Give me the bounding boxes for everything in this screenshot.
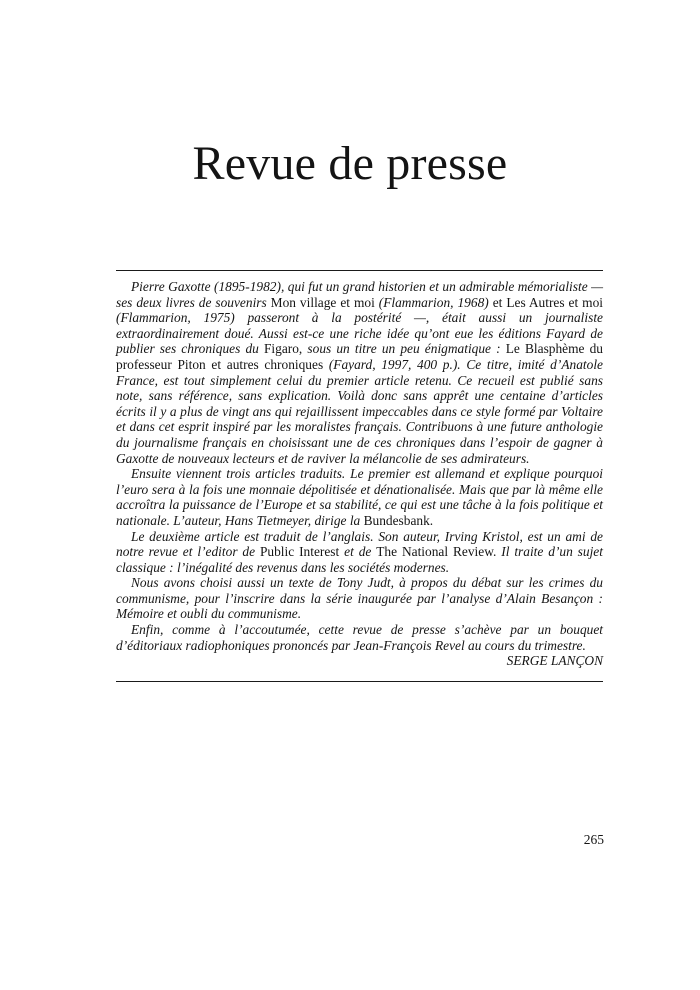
text-run: (Flammarion, 1975) passeront à la postérité —, était aussi un journaliste extraordinairement doué. Aussi est-ce une riche idée qu’ont eue les éditions Fayard de publier ses chroniques du [116, 310, 603, 357]
text-run: Nous avons choisi aussi un texte de Tony Judt, à propos du débat sur les crimes du communisme, pour l’inscrire dans la série inaugurée par l’analyse d’Alain Besançon : Mémoire et oubli du communisme. [116, 575, 603, 622]
text-run: Les Autres et moi [502, 294, 603, 310]
text-run: et de [339, 544, 377, 560]
text-run: (Fayard, 1997, 400 p.). Ce titre, imité d’Anatole France, est tout simplement celui du premier article retenu. Ce recueil est publié sans note, sans référence, sans explication. Voilà donc sans apprêt une centaine d’articles écrits il y a plus de vingt ans qui rejaillissent impeccables dans ce style formé par Voltaire et dans cet esprit inspiré par les moralistes français. Contribuons à une future anthologie du journalisme français en choisissant une de ces chroniques dans l’espoir de gagner à Gaxotte de nouveaux lecteurs et de raviver la mélancolie de ses admirateurs. [116, 356, 603, 466]
page-title: Revue de presse [192, 137, 508, 190]
text-run: Enfin, comme à l’accoutumée, cette revue de presse s’achève par un bouquet d’éditoriaux radiophoniques prononcés par Jean-François Revel au cours du trimestre. [116, 622, 603, 653]
text-run: Mon village et moi [270, 294, 375, 310]
text-run: Il traite d’un sujet classique : l’inégalité des revenus dans les sociétés modernes. [116, 544, 603, 575]
intro-paragraph-euro [116, 466, 603, 528]
intro-box [116, 270, 603, 682]
page-number: 265 [583, 832, 604, 847]
text-run: Pierre Gaxotte (1895-1982), qui fut un grand historien et un admirable mémorialiste — ses deux livres de souvenirs [116, 279, 603, 310]
text-run: Le Blasphème du professeur Piton et autres chroniques [116, 341, 603, 372]
text-run: Le deuxième article est traduit de l’anglais. Son auteur, Irving Kristol, est un ami de notre revue et l’editor de [116, 528, 603, 560]
text-run: Figaro, [263, 341, 303, 357]
text-run: sous un titre un peu énigmatique : [302, 341, 506, 357]
text-run: et [492, 294, 503, 310]
text-run: The National Review. [376, 544, 497, 560]
intro-paragraph-revel [116, 622, 603, 653]
author-signature: SERGE LANÇON [506, 653, 603, 669]
intro-paragraph-gaxotte [116, 279, 603, 466]
text-run: Public Interest [259, 544, 340, 560]
text-run: (Flammarion, 1968) [374, 294, 493, 310]
intro-paragraph-judt [116, 575, 603, 622]
text-run: Ensuite viennent trois articles traduits. Le premier est allemand et explique pourquoi l’euro sera à la fois une monnaie dépolitisée et dénationalisée. Mais que par là même elle accroîtra la puissance de l’Europe et sa stabilité, ce qui est une tâche à la fois politique et nationale. L’auteur, Hans Tietmeyer, dirige la [116, 466, 603, 528]
intro-paragraph-kristol [116, 529, 603, 576]
text-run: Bundesbank. [363, 512, 434, 528]
